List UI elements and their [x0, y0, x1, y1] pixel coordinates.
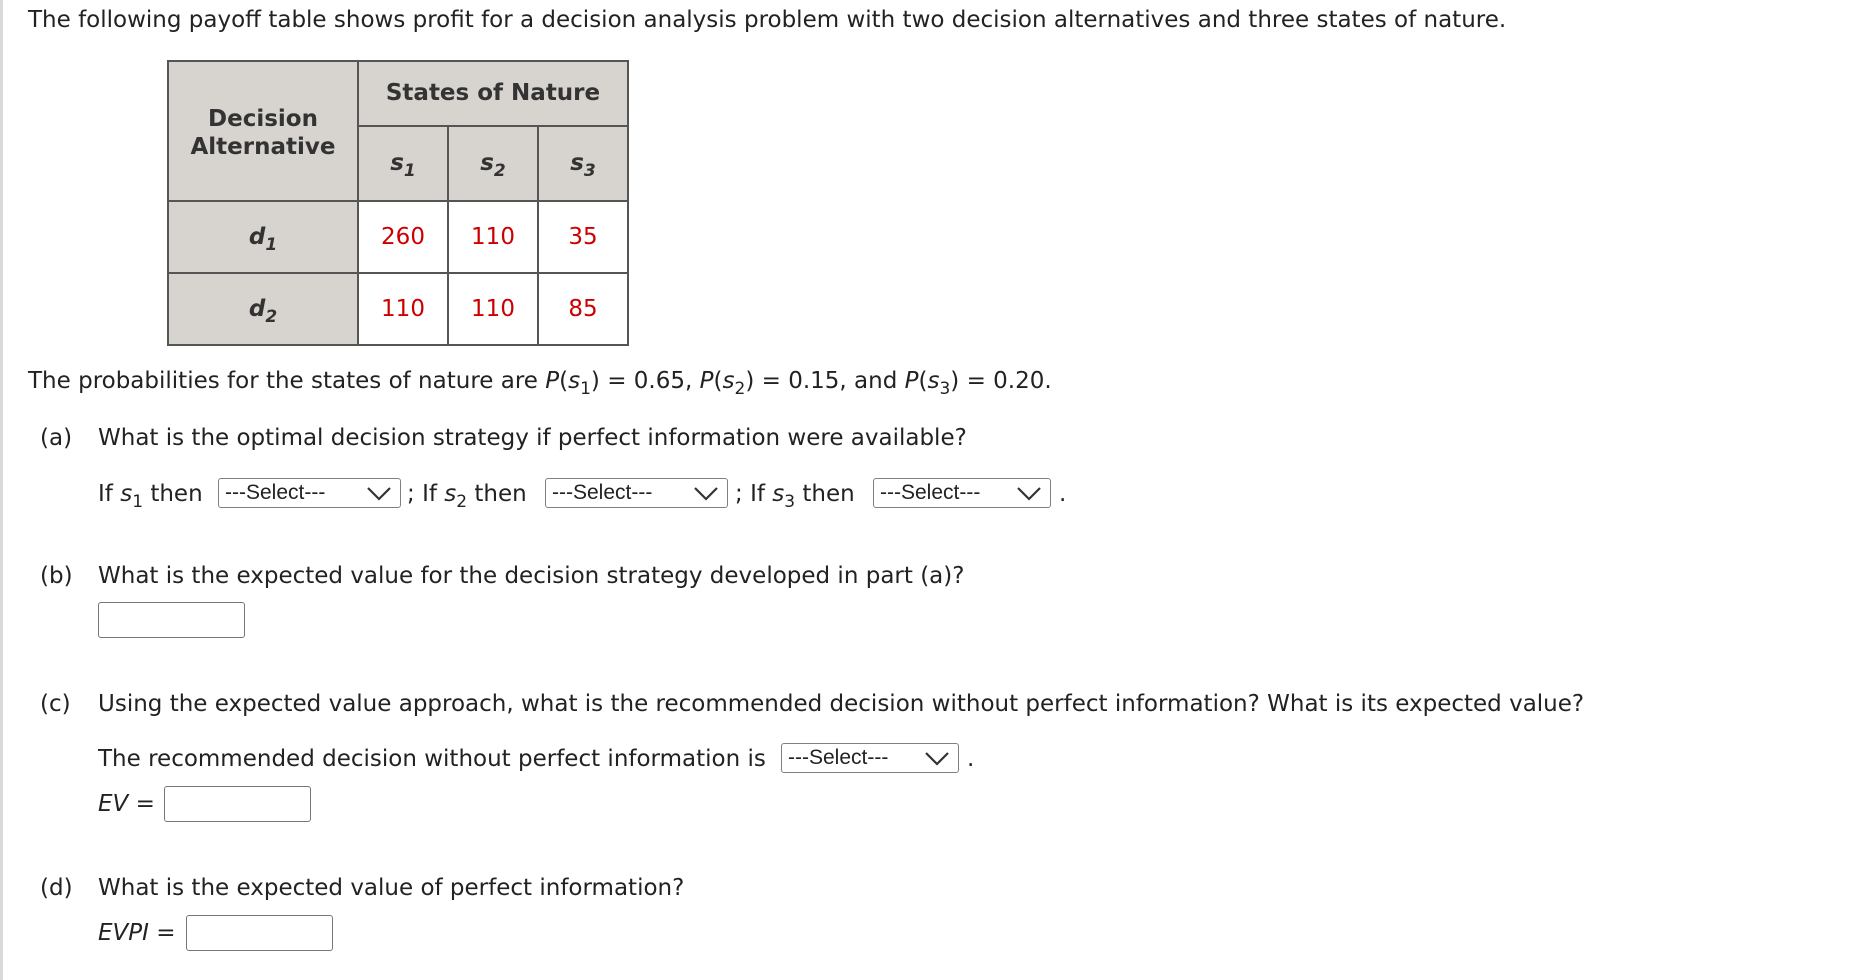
if-s1-text: If $s_1$ then	[98, 481, 203, 512]
payoff-d2-s2: 110	[448, 273, 538, 345]
part-a-label: (a)	[40, 425, 73, 451]
part-c-question: Using the expected value approach, what is the recommended decision without perfect information? What is its expected value?	[98, 691, 1585, 717]
period: .	[967, 746, 975, 772]
state-header-s1: $s_1$	[358, 126, 448, 201]
probabilities-text: The probabilities for the states of nature are $P(s_1) = 0.65$, $P(s_2) = 0.15$, and $P(s_3) = 0.20$.	[28, 368, 1052, 399]
payoff-d1-s3: 35	[538, 201, 628, 273]
chevron-down-icon	[693, 486, 719, 502]
chevron-down-icon	[924, 751, 950, 767]
decision-d1: $d_1$	[168, 201, 358, 273]
recommended-decision-text: The recommended decision without perfect information is	[98, 746, 766, 772]
if-s2-text: ; If $s_2$ then	[407, 481, 527, 512]
intro-text: The following payoff table shows profit for a decision analysis problem with two decision alternatives and three states of nature.	[28, 7, 1507, 33]
state-header-s3: $s_3$	[538, 126, 628, 201]
if-s3-text: ; If $s_3$ then	[735, 481, 855, 512]
state-header-s2: $s_2$	[448, 126, 538, 201]
evpi-label: EVPI =	[98, 920, 176, 946]
part-d-label: (d)	[40, 875, 73, 901]
s3-decision-select[interactable]: ---Select---	[873, 478, 1051, 508]
chevron-down-icon	[366, 486, 392, 502]
s1-decision-select[interactable]: ---Select---	[218, 478, 401, 508]
decision-d2: $d_2$	[168, 273, 358, 345]
recommended-decision-select[interactable]: ---Select---	[781, 743, 959, 773]
period: .	[1059, 481, 1067, 507]
part-b-answer-input[interactable]	[98, 602, 245, 638]
chevron-down-icon	[1016, 486, 1042, 502]
s2-decision-select[interactable]: ---Select---	[545, 478, 728, 508]
payoff-d2-s1: 110	[358, 273, 448, 345]
evpi-input[interactable]	[186, 915, 333, 951]
part-d-question: What is the expected value of perfect information?	[98, 875, 685, 901]
part-c-label: (c)	[40, 691, 71, 717]
payoff-table	[167, 60, 629, 346]
decision-alternative-header: Decision Alternative	[168, 61, 358, 201]
left-border	[0, 0, 3, 980]
states-of-nature-header: States of Nature	[358, 61, 628, 126]
part-b-question: What is the expected value for the decision strategy developed in part (a)?	[98, 563, 965, 589]
payoff-d1-s2: 110	[448, 201, 538, 273]
ev-input[interactable]	[164, 786, 311, 822]
payoff-d1-s1: 260	[358, 201, 448, 273]
part-b-label: (b)	[40, 563, 73, 589]
payoff-d2-s3: 85	[538, 273, 628, 345]
ev-label: EV =	[98, 791, 155, 817]
part-a-question: What is the optimal decision strategy if perfect information were available?	[98, 425, 967, 451]
